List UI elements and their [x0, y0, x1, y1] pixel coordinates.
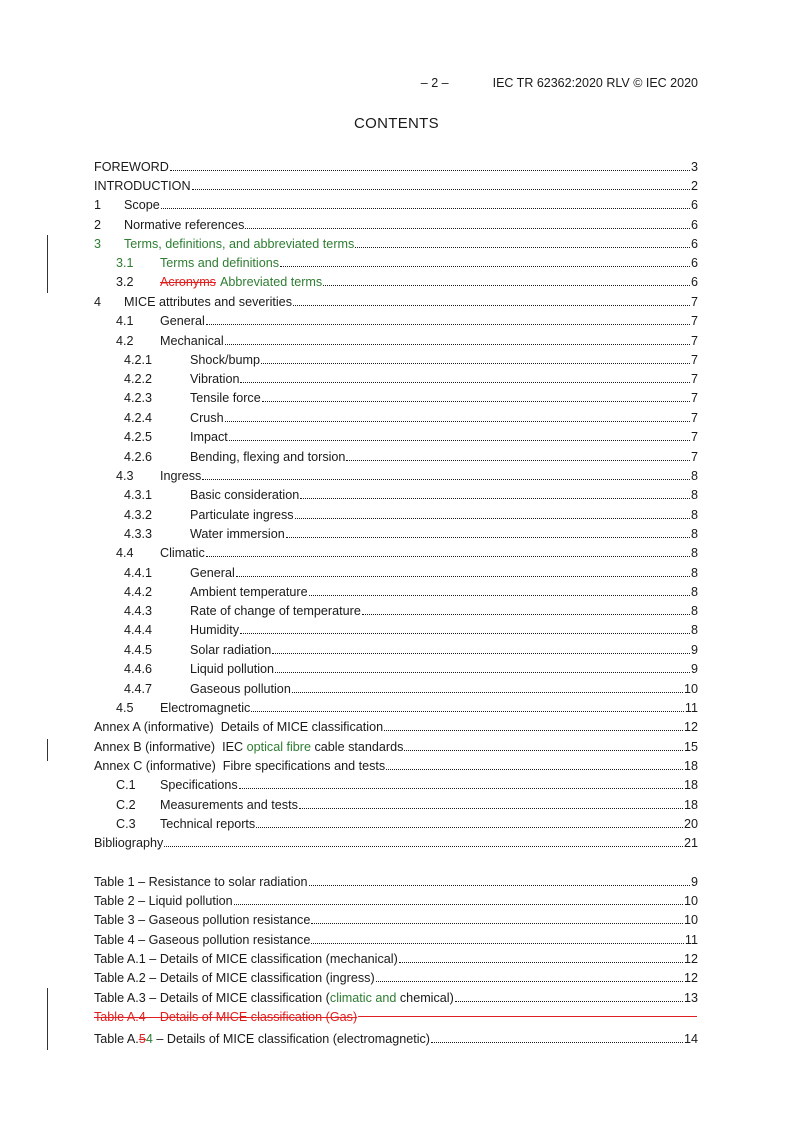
- toc-page: 10: [683, 682, 698, 696]
- toc-entry-scope[interactable]: [94, 197, 698, 213]
- toc-entry-crush[interactable]: [94, 410, 698, 426]
- toc-entry-ingress[interactable]: [94, 468, 698, 484]
- toc-number: Annex A (informative): [94, 720, 214, 734]
- toc-label: Measurements and tests: [160, 798, 298, 812]
- table-page: 11: [684, 933, 698, 947]
- toc-label: Bending, flexing and torsion: [190, 450, 346, 464]
- toc-page: 7: [690, 372, 698, 386]
- table-label-deleted: Table A.4 – Details of MICE classification (Gas): [94, 1010, 358, 1024]
- toc-label: Mechanical: [160, 334, 224, 348]
- toc-label: Climatic: [160, 546, 205, 560]
- toc-label: Tensile force: [190, 391, 261, 405]
- toc-entry-terms-definitions[interactable]: [94, 255, 698, 271]
- toc-page: 7: [690, 334, 698, 348]
- toc-label: Rate of change of temperature: [190, 604, 361, 618]
- toc-entry-gaseous-pollution[interactable]: [94, 681, 698, 697]
- toc-label: cable standards: [311, 740, 404, 754]
- toc-page: 18: [683, 798, 698, 812]
- toc-entry-measurements[interactable]: [94, 797, 698, 813]
- toc-number: C.2: [116, 798, 136, 812]
- toc-entry-technical-reports[interactable]: [94, 816, 698, 832]
- table-page: 9: [690, 875, 698, 889]
- toc-page: 8: [690, 623, 698, 637]
- table-list-entry-4[interactable]: [94, 932, 698, 948]
- toc-page: 8: [690, 488, 698, 502]
- toc-number: 4.4.2: [124, 585, 153, 599]
- table-label: – Details of MICE classification (electromagnetic): [152, 1032, 431, 1046]
- toc-entry-liquid-pollution[interactable]: [94, 661, 698, 677]
- table-label: chemical): [396, 991, 454, 1005]
- toc-label: Liquid pollution: [190, 662, 275, 676]
- toc-page: 18: [683, 759, 698, 773]
- table-page: 12: [683, 952, 698, 966]
- toc-label: Ingress: [160, 469, 202, 483]
- toc-page: 7: [690, 430, 698, 444]
- toc-number: 4.3: [116, 469, 134, 483]
- toc-number: 4.4.1: [124, 566, 153, 580]
- toc-entry-specifications[interactable]: [94, 777, 698, 793]
- toc-entry-tensile-force[interactable]: [94, 390, 698, 406]
- toc-number: 4.4.5: [124, 643, 153, 657]
- toc-page: 7: [690, 353, 698, 367]
- table-label-prefix: Table A.: [94, 1032, 139, 1046]
- table-label: Table 4 – Gaseous pollution resistance: [94, 933, 311, 947]
- toc-label: General: [160, 314, 205, 328]
- table-label-prefix: Table A.3 – Details of MICE classification (: [94, 991, 330, 1005]
- toc-number: 4.4.3: [124, 604, 153, 618]
- toc-entry-mice-attributes[interactable]: [94, 294, 698, 310]
- toc-number: 2: [94, 218, 102, 232]
- toc-number: Annex B (informative): [94, 740, 216, 754]
- toc-number: 4.2.1: [124, 353, 153, 367]
- toc-number: 4.2: [116, 334, 134, 348]
- table-list-entry-a2[interactable]: [94, 970, 698, 986]
- toc-label: Scope: [124, 198, 160, 212]
- toc-page: 8: [690, 585, 698, 599]
- toc-page: 6: [690, 275, 698, 289]
- toc-page: 6: [690, 256, 698, 270]
- toc-number: 3: [94, 237, 102, 251]
- toc-number: 4.3.2: [124, 508, 153, 522]
- toc-entry-rate-of-change[interactable]: [94, 603, 698, 619]
- toc-label: Vibration: [190, 372, 240, 386]
- toc-number: 4.4.7: [124, 682, 153, 696]
- toc-label: Impact: [190, 430, 228, 444]
- toc-label: Abbreviated terms: [219, 275, 323, 289]
- toc-number: 1: [94, 198, 102, 212]
- toc-label: General: [190, 566, 235, 580]
- toc-entry-annex-a[interactable]: [94, 719, 698, 735]
- toc-page: 18: [683, 778, 698, 792]
- toc-page: 20: [683, 817, 698, 831]
- table-label: Table A.2 – Details of MICE classification (ingress): [94, 971, 375, 985]
- toc-entry-solar-radiation[interactable]: [94, 642, 698, 658]
- toc-number: 4.3.3: [124, 527, 153, 541]
- toc-number: 4.4.6: [124, 662, 153, 676]
- toc-page: 6: [690, 218, 698, 232]
- toc-label: Electromagnetic: [160, 701, 251, 715]
- table-page: 12: [683, 971, 698, 985]
- toc-number: 4.4: [116, 546, 134, 560]
- toc-entry-normative-references[interactable]: [94, 217, 698, 233]
- toc-label: Particulate ingress: [190, 508, 294, 522]
- toc-page: 8: [690, 604, 698, 618]
- toc-entry-terms[interactable]: [94, 236, 698, 252]
- toc-entry-humidity[interactable]: [94, 622, 698, 638]
- toc-page: 21: [683, 836, 698, 850]
- table-list-entry-a3[interactable]: [94, 990, 698, 1006]
- table-list-entry-a1[interactable]: [94, 951, 698, 967]
- toc-label: Normative references: [124, 218, 245, 232]
- toc-label: Basic consideration: [190, 488, 300, 502]
- toc-number: 3.1: [116, 256, 134, 270]
- toc-entry-climatic-general[interactable]: [94, 565, 698, 581]
- toc-number: 4.3.1: [124, 488, 153, 502]
- toc-page: 8: [690, 546, 698, 560]
- toc-number: 4.5: [116, 701, 134, 715]
- toc-label: INTRODUCTION: [94, 179, 191, 193]
- toc-page: 9: [690, 662, 698, 676]
- toc-number: 3.2: [116, 275, 134, 289]
- toc-page: 9: [690, 643, 698, 657]
- table-label: Table 3 – Gaseous pollution resistance: [94, 913, 311, 927]
- toc-number: 4: [94, 295, 102, 309]
- toc-number: 4.2.2: [124, 372, 153, 386]
- toc-entry-shock-bump[interactable]: [94, 352, 698, 368]
- toc-label: Bibliography: [94, 836, 164, 850]
- toc-label: Terms, definitions, and abbreviated terms: [124, 237, 355, 251]
- toc-page: 7: [690, 450, 698, 464]
- toc-entry-annex-c[interactable]: [94, 758, 698, 774]
- toc-entry-mechanical[interactable]: [94, 333, 698, 349]
- table-list-entry-2[interactable]: [94, 893, 698, 909]
- toc-page: 8: [690, 469, 698, 483]
- page-title: CONTENTS: [354, 115, 439, 132]
- document-id: IEC TR 62362:2020 RLV © IEC 2020: [492, 76, 698, 90]
- toc-label: Gaseous pollution: [190, 682, 291, 696]
- toc-number: 4.4.4: [124, 623, 153, 637]
- toc-label: Solar radiation: [190, 643, 272, 657]
- toc-page: 7: [690, 295, 698, 309]
- toc-page: 15: [683, 740, 698, 754]
- toc-entry-climatic[interactable]: [94, 545, 698, 561]
- table-list-entry-3[interactable]: [94, 912, 698, 928]
- toc-page: 6: [690, 237, 698, 251]
- toc-page: 3: [690, 160, 698, 174]
- toc-entry-annex-b[interactable]: [94, 739, 698, 755]
- toc-number: C.1: [116, 778, 136, 792]
- toc-label: MICE attributes and severities: [124, 295, 292, 309]
- toc-entry-water-immersion[interactable]: [94, 526, 698, 542]
- toc-entry-vibration[interactable]: [94, 371, 698, 387]
- toc-page: 11: [684, 701, 698, 715]
- toc-label-prefix: IEC: [222, 740, 247, 754]
- change-bar: [47, 235, 48, 293]
- toc-label: Shock/bump: [190, 353, 261, 367]
- toc-label: Technical reports: [160, 817, 256, 831]
- toc-entry-particulate-ingress[interactable]: [94, 507, 698, 523]
- table-list-entry-a4-deleted[interactable]: [94, 1009, 698, 1025]
- table-page: 10: [683, 913, 698, 927]
- change-bar: [47, 739, 48, 761]
- toc-label: Fibre specifications and tests: [222, 759, 386, 773]
- table-label: Table 2 – Liquid pollution: [94, 894, 233, 908]
- toc-number: C.3: [116, 817, 136, 831]
- toc-label: Terms and definitions: [160, 256, 280, 270]
- change-bar: [47, 988, 48, 1050]
- toc-entry-introduction[interactable]: [94, 178, 698, 194]
- toc-label: Details of MICE classification: [220, 720, 384, 734]
- toc-page: 8: [690, 566, 698, 580]
- toc-entry-impact[interactable]: [94, 429, 698, 445]
- table-label-inserted: climatic and: [329, 991, 397, 1005]
- table-list-entry-1[interactable]: [94, 874, 698, 890]
- toc-number: 4.2.5: [124, 430, 153, 444]
- toc-label: Humidity: [190, 623, 239, 637]
- table-label: Table 1 – Resistance to solar radiation: [94, 875, 308, 889]
- toc-page: 8: [690, 508, 698, 522]
- toc-entry-foreword[interactable]: [94, 159, 698, 175]
- toc-page: 7: [690, 391, 698, 405]
- toc-page: 8: [690, 527, 698, 541]
- toc-page: 7: [690, 314, 698, 328]
- toc-entry-ambient-temperature[interactable]: [94, 584, 698, 600]
- toc-page: 12: [683, 720, 698, 734]
- toc-label: Specifications: [160, 778, 238, 792]
- table-label-inserted: 4: [145, 1032, 153, 1046]
- page-number: – 2 –: [420, 76, 449, 90]
- toc-entry-electromagnetic[interactable]: [94, 700, 698, 716]
- toc-label-deleted: Acronyms: [160, 275, 216, 289]
- toc-entry-bending[interactable]: [94, 449, 698, 465]
- toc-number: 4.1: [116, 314, 134, 328]
- toc-number: 4.2.4: [124, 411, 153, 425]
- table-list-entry-a4[interactable]: [94, 1031, 698, 1047]
- toc-label: Ambient temperature: [190, 585, 308, 599]
- toc-entry-general[interactable]: [94, 313, 698, 329]
- table-page: 10: [683, 894, 698, 908]
- toc-page: 2: [690, 179, 698, 193]
- toc-label: Water immersion: [190, 527, 285, 541]
- table-page: 13: [683, 991, 698, 1005]
- toc-number: 4.2.6: [124, 450, 153, 464]
- toc-number: 4.2.3: [124, 391, 153, 405]
- toc-page: 7: [690, 411, 698, 425]
- toc-label-inserted: optical fibre: [246, 740, 311, 754]
- table-label: Table A.1 – Details of MICE classification (mechanical): [94, 952, 398, 966]
- table-page: 14: [683, 1032, 698, 1046]
- toc-label: Crush: [190, 411, 224, 425]
- toc-entry-abbreviated-terms[interactable]: [94, 274, 698, 290]
- toc-entry-bibliography[interactable]: [94, 835, 698, 851]
- toc-entry-basic-consideration[interactable]: [94, 487, 698, 503]
- table-label-deleted: 5: [138, 1032, 146, 1046]
- toc-page: 6: [690, 198, 698, 212]
- toc-label: FOREWORD: [94, 160, 169, 174]
- page-header: [0, 76, 698, 90]
- toc-number: Annex C (informative): [94, 759, 216, 773]
